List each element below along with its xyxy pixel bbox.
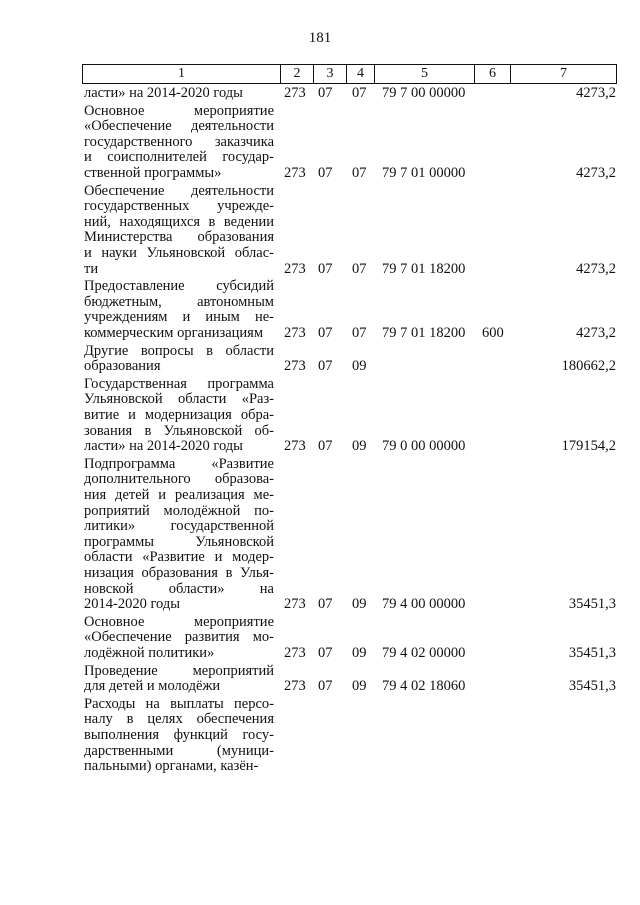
- admin-code: 273: [284, 678, 306, 695]
- header-col-1: 1: [83, 65, 281, 83]
- amount: 4273,2: [576, 260, 616, 277]
- description-line: дополнительного образова-: [84, 471, 274, 488]
- amount: 35451,3: [568, 644, 616, 661]
- header-col-5: 5: [375, 65, 475, 83]
- target-article-code: 79 4 00 00000: [382, 596, 466, 613]
- row-description: [84, 104, 274, 182]
- description-line: низация образования в Улья-: [84, 564, 274, 581]
- subsection-code: 09: [352, 644, 367, 661]
- section-code: 07: [318, 678, 333, 695]
- row-description: [84, 86, 274, 102]
- row-description: [84, 457, 274, 613]
- section-code: 07: [318, 596, 333, 613]
- amount: 35451,3: [568, 596, 616, 613]
- header-col-2: 2: [281, 65, 314, 83]
- description-line: выполнения функций госу-: [84, 726, 274, 743]
- section-code: 07: [318, 164, 333, 181]
- description-line: Министерства образования: [84, 229, 274, 246]
- target-article-code: 79 4 02 18060: [382, 678, 466, 695]
- description-line: Расходы на выплаты персо-: [84, 695, 274, 712]
- subsection-code: 07: [352, 85, 367, 101]
- row-description: [84, 184, 274, 278]
- description-line: Обеспечение деятельности: [84, 182, 274, 199]
- subsection-code: 07: [352, 324, 367, 341]
- description-line: пальными) органами, казён-: [84, 758, 259, 775]
- admin-code: 273: [284, 438, 306, 455]
- section-code: 07: [318, 358, 333, 375]
- amount: 4273,2: [576, 164, 616, 181]
- section-code: 07: [318, 438, 333, 455]
- description-line: ласти» на 2014-2020 годы: [84, 438, 243, 455]
- admin-code: 273: [284, 358, 306, 375]
- row-description: [84, 344, 274, 375]
- description-line: образования: [84, 358, 161, 375]
- description-line: Ульяновской области «Раз-: [84, 391, 274, 408]
- description-line: налу в целях обеспечения: [84, 711, 274, 728]
- amount: 4273,2: [576, 85, 616, 101]
- admin-code: 273: [284, 644, 306, 661]
- header-col-3: 3: [314, 65, 347, 83]
- description-line: области «Развитие и модер-: [84, 549, 274, 566]
- subsection-code: 09: [352, 438, 367, 455]
- subsection-code: 07: [352, 164, 367, 181]
- description-line: и науки Ульяновской облас-: [84, 244, 274, 261]
- row-description: [84, 615, 274, 662]
- header-col-6: 6: [475, 65, 511, 83]
- description-line: Государственная программа: [84, 375, 274, 392]
- description-line: коммерческим организациям: [84, 324, 264, 341]
- description-line: государственных учрежде-: [84, 198, 274, 215]
- subsection-code: 09: [352, 678, 367, 695]
- admin-code: 273: [284, 164, 306, 181]
- description-line: «Обеспечение деятельности: [84, 118, 274, 135]
- table-header: [82, 64, 617, 84]
- row-description: [84, 664, 274, 695]
- description-line: бюджетным, автономным: [84, 293, 274, 310]
- amount: 4273,2: [576, 324, 616, 341]
- target-article-code: 79 0 00 00000: [382, 438, 466, 455]
- page-number: 181: [308, 30, 332, 46]
- description-line: Предоставление субсидий: [84, 278, 274, 295]
- description-line: 2014-2020 годы: [84, 596, 180, 613]
- description-line: роприятий молодёжной по-: [84, 502, 274, 519]
- description-line: Другие вопросы в области: [84, 342, 274, 359]
- description-line: программы Ульяновской: [84, 533, 274, 550]
- target-article-code: 79 7 01 18200: [382, 324, 466, 341]
- target-article-code: 79 7 01 18200: [382, 260, 466, 277]
- row-description: [84, 697, 274, 775]
- description-line: новской области» на: [84, 580, 274, 597]
- row-description: [84, 377, 274, 455]
- description-line: литики» государственной: [84, 518, 274, 535]
- description-line: учреждениям и иным не-: [84, 309, 274, 326]
- description-line: Основное мероприятие: [84, 102, 274, 119]
- description-line: «Обеспечение развития мо-: [84, 629, 274, 646]
- admin-code: 273: [284, 596, 306, 613]
- amount: 179154,2: [561, 438, 616, 455]
- header-col-4: 4: [347, 65, 375, 83]
- header-col-7: 7: [560, 66, 567, 81]
- amount: 35451,3: [568, 678, 616, 695]
- description-line: для детей и молодёжи: [84, 678, 221, 695]
- description-line: витие и модернизация обра-: [84, 406, 274, 423]
- target-article-code: 79 7 01 00000: [382, 164, 466, 181]
- target-article-code: 79 4 02 00000: [382, 644, 466, 661]
- expense-type-code: 600: [482, 324, 504, 341]
- admin-code: 273: [284, 85, 306, 101]
- description-line: дарственными (муници-: [84, 742, 274, 759]
- section-code: 07: [318, 324, 333, 341]
- description-line: Основное мероприятие: [84, 613, 274, 630]
- description-line: Подпрограмма «Развитие: [84, 455, 274, 472]
- section-code: 07: [318, 85, 333, 101]
- amount: 180662,2: [561, 358, 616, 375]
- description-line: ти: [84, 260, 99, 277]
- subsection-code: 07: [352, 260, 367, 277]
- section-code: 07: [318, 644, 333, 661]
- description-line: и соисполнителей государ-: [84, 149, 274, 166]
- description-line: ласти» на 2014-2020 годы: [84, 85, 243, 101]
- admin-code: 273: [284, 260, 306, 277]
- subsection-code: 09: [352, 596, 367, 613]
- description-line: государственного заказчика: [84, 133, 274, 150]
- target-article-code: 79 7 00 00000: [382, 85, 466, 101]
- description-line: зования в Ульяновской об-: [84, 422, 274, 439]
- section-code: 07: [318, 260, 333, 277]
- description-line: ственной программы»: [84, 164, 222, 181]
- row-description: [84, 279, 274, 341]
- description-line: ний, находящихся в ведении: [84, 213, 274, 230]
- admin-code: 273: [284, 324, 306, 341]
- description-line: Проведение мероприятий: [84, 662, 274, 679]
- description-line: лодёжной политики»: [84, 644, 215, 661]
- subsection-code: 09: [352, 358, 367, 375]
- description-line: ния детей и реализация ме-: [84, 486, 274, 503]
